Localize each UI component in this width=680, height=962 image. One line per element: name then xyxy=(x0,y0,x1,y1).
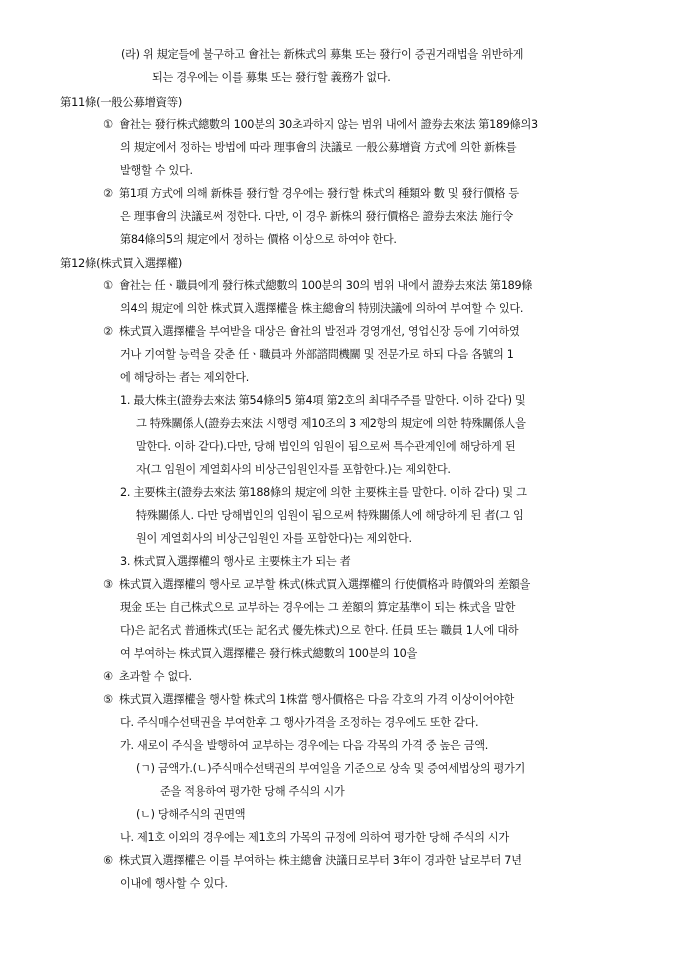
circled-2-marker: ② xyxy=(103,187,113,200)
art12-para1-line-2: 의4의 規定에 의한 株式買入選擇權을 株主總會의 特別決議에 의하여 부여할 수 있다. xyxy=(120,302,524,315)
circled-3-marker: ③ xyxy=(103,578,113,591)
art11-para1-line-1 xyxy=(103,118,538,132)
art12-para3-line-1 xyxy=(103,578,530,592)
subitem-giyeok-line-1: (ㄱ) 금액가.(ㄴ)주식매수선택권의 부여일을 기준으로 상속 및 증여세법상의 평가기 xyxy=(136,762,526,775)
item-3-line-1: 3. 株式買入選擇權의 행사로 主要株主가 되는 者 xyxy=(120,555,351,568)
circled-2-marker: ② xyxy=(103,325,113,338)
art11-para2-line-1 xyxy=(103,187,519,201)
art12-para2-text: 株式買入選擇權을 부여받을 대상은 會社의 발전과 경영개선, 영업신장 등에 기여하였 xyxy=(119,325,520,338)
subitem-giyeok-line-2: 준을 적용하여 평가한 당해 주식의 시가 xyxy=(160,785,345,798)
art12-para2-line-1 xyxy=(103,325,519,339)
art12-para1-text: 會社는 任ㆍ職員에게 發行株式總數의 100분의 30의 범위 내에서 證券去來法 第189條 xyxy=(119,279,533,292)
item-1-line-3: 말한다. 이하 같다).다만, 당해 법인의 임원이 됨으로써 특수관계인에 해당하게 된 xyxy=(136,440,516,453)
art12-para4-line-1 xyxy=(103,670,192,684)
circled-6-marker: ⑥ xyxy=(103,854,113,867)
art12-para3-line-2: 現金 또는 自己株式으로 교부하는 경우에는 그 差額의 算定基準이 되는 株式을 말한 xyxy=(120,601,516,614)
item-2-line-1: 2. 主要株主(證券去來法 第188條의 規定에 의한 主要株主를 말한다. 이하 같다) 및 그 xyxy=(120,486,527,499)
item-1-line-4: 자(그 임원이 계열회사의 비상근임원인자를 포함한다.)는 제외한다. xyxy=(136,463,451,476)
circled-1-marker: ① xyxy=(103,279,113,292)
art12-para2-line-2: 거나 기여할 능력을 갖춘 任ㆍ職員과 外部諮問機關 및 전문가로 하되 다음 各號의 1 xyxy=(120,348,514,361)
item-2-line-2: 特殊關係人. 다만 당해법인의 임원이 됨으로써 特殊關係人에 해당하게 된 者(그 임 xyxy=(136,509,524,522)
art12-para1-line-1 xyxy=(103,279,532,293)
item-na-line: 나. 제1호 이외의 경우에는 제1호의 가목의 규정에 의하여 평가한 당해 주식의 시가 xyxy=(120,831,509,844)
circled-4-marker: ④ xyxy=(103,670,113,683)
art11-para1-text: 會社는 發行株式總數의 100분의 30초과하지 않는 범위 내에서 證券去來法 第189條의3 xyxy=(119,118,538,131)
art11-para2-line-2: 은 理事會의 決議로써 정한다. 다만, 이 경우 新株의 發行價格은 證券去來法 施行令 xyxy=(120,210,514,223)
art11-para2-line-3: 第84條의5의 規定에서 정하는 價格 이상으로 하여야 한다. xyxy=(120,233,397,246)
art12-para5-line-1 xyxy=(103,693,514,707)
article-12-heading: 第12條(株式買入選擇權) xyxy=(60,256,182,270)
item-1-line-1: 1. 最大株主(證券去來法 第54條의5 第4項 第2호의 최대주주를 말한다. 이하 같다) 및 xyxy=(120,394,526,407)
art12-para6-line-2: 이내에 행사할 수 있다. xyxy=(120,877,228,890)
circled-1-marker: ① xyxy=(103,118,113,131)
art11-para1-line-2: 의 規定에서 정하는 방법에 따라 理事會의 決議로 一般公募增資 方式에 의한 新株를 xyxy=(120,141,517,154)
art12-para4-text: 초과할 수 없다. xyxy=(119,670,192,683)
art12-para3-text: 株式買入選擇權의 행사로 교부할 株式(株式買入選擇權의 行使價格과 時價와의 差額을 xyxy=(119,578,530,591)
item-ga-line: 가. 새로이 주식을 발행하여 교부하는 경우에는 다음 각목의 가격 중 높은 금액. xyxy=(120,739,489,752)
art12-para5-text: 株式買入選擇權을 행사할 株式의 1株當 행사價格은 다음 각호의 가격 이상이어야한 xyxy=(119,693,515,706)
circled-5-marker: ⑤ xyxy=(103,693,113,706)
art12-para3-line-3: 다)은 記名式 普通株式(또는 記名式 優先株式)으로 한다. 任員 또는 職員 1人에 대하 xyxy=(120,624,519,637)
art12-para5-line-2: 다. 주식매수선택권을 부여한후 그 행사가격을 조정하는 경우에도 또한 같다. xyxy=(120,716,479,729)
clause-ra-line-2: 되는 경우에는 이를 募集 또는 發行할 義務가 없다. xyxy=(152,71,391,84)
art12-para3-line-4: 여 부여하는 株式買入選擇權은 發行株式總數의 100분의 10을 xyxy=(120,647,417,660)
item-1-line-2: 그 特殊關係人(證券去來法 시행령 제10조의 3 제2항의 規定에 의한 特殊關係人을 xyxy=(136,417,526,430)
art12-para2-line-3: 에 해당하는 者는 제외한다. xyxy=(120,371,249,384)
art11-para2-text: 第1項 方式에 의해 新株를 發行할 경우에는 發行할 株式의 種類와 數 및 發行價格 등 xyxy=(119,187,519,200)
art11-para1-line-3: 발행할 수 있다. xyxy=(120,164,193,177)
art12-para6-line-1 xyxy=(103,854,522,868)
clause-ra-line-1: (라) 위 規定들에 불구하고 會社는 新株式의 募集 또는 發行이 증권거래법을 위반하게 xyxy=(121,48,524,61)
item-2-line-3: 원이 계열회사의 비상근임원인 자를 포함한다)는 제외한다. xyxy=(136,532,412,545)
article-11-heading: 第11條(一般公募增資等) xyxy=(60,95,182,109)
subitem-nieun-line: (ㄴ) 당해주식의 권면액 xyxy=(136,808,246,821)
art12-para6-text: 株式買入選擇權은 이를 부여하는 株主總會 決議日로부터 3年이 경과한 날로부터 7년 xyxy=(119,854,522,867)
